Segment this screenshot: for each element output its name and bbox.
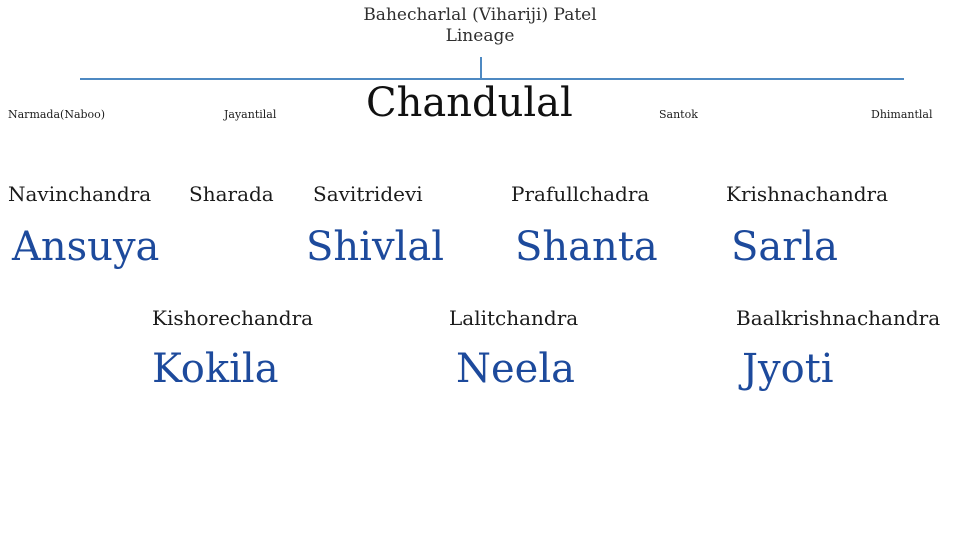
sibling-santok: Santok: [659, 108, 698, 121]
spouse-jyoti: Jyoti: [742, 346, 834, 392]
child-lalitchandra: Lalitchandra: [449, 306, 579, 330]
spouse-sarla: Sarla: [731, 224, 839, 270]
title-line-2: Lineage: [445, 26, 515, 46]
spouse-shivlal: Shivlal: [306, 224, 444, 270]
root-person-chandulal: Chandulal: [366, 80, 573, 126]
spouse-ansuya: Ansuya: [12, 224, 160, 270]
sibling-dhimantlal: Dhimantlal: [871, 108, 933, 121]
child-krishnachandra: Krishnachandra: [726, 182, 889, 206]
sibling-narmada: Narmada(Naboo): [8, 108, 106, 121]
spouse-kokila: Kokila: [152, 346, 279, 392]
child-navinchandra: Navinchandra: [8, 182, 152, 206]
child-prafullchadra: Prafullchadra: [511, 182, 650, 206]
sibling-jayantilal: Jayantilal: [224, 108, 277, 121]
child-baalkrishnachandra: Baalkrishnachandra: [736, 306, 941, 330]
diagram-title: [280, 5, 680, 47]
title-line-1: Bahecharlal (Vihariji) Patel: [363, 5, 597, 25]
child-kishorechandra: Kishorechandra: [152, 306, 314, 330]
spouse-shanta: Shanta: [515, 224, 658, 270]
child-sharada: Sharada: [189, 182, 274, 206]
title-connector-vertical: [480, 57, 482, 79]
spouse-neela: Neela: [456, 346, 575, 392]
child-savitridevi: Savitridevi: [313, 182, 423, 206]
